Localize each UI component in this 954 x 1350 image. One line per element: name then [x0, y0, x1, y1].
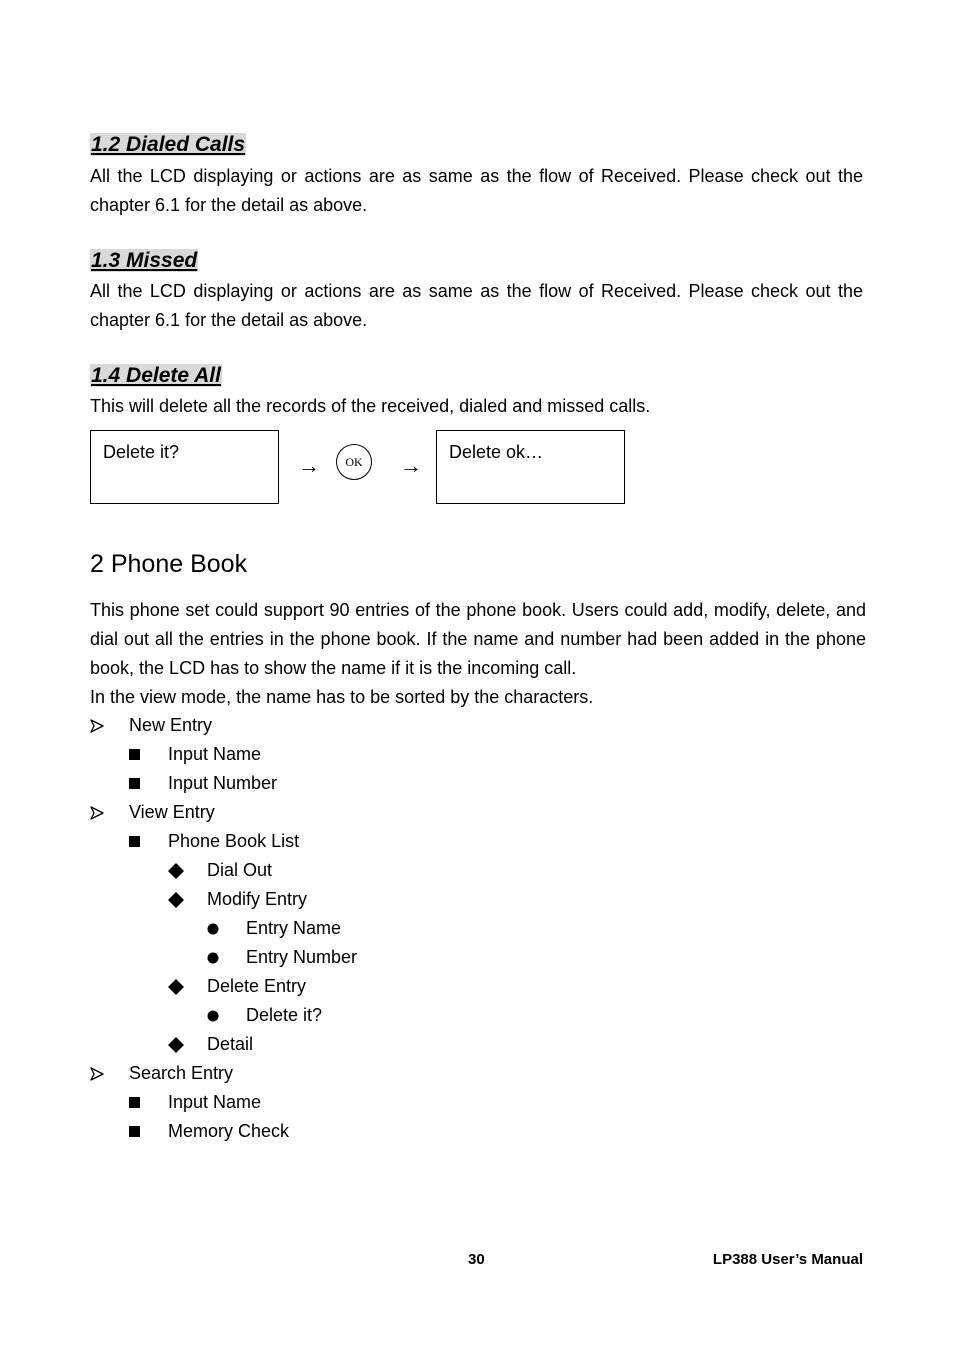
ok-key-label: OK — [345, 454, 363, 469]
chapter-title-phone-book: 2 Phone Book — [90, 550, 248, 578]
list-item — [90, 943, 357, 972]
right-arrow-icon: → — [298, 453, 320, 478]
list-item-label: Input Name — [168, 1092, 262, 1112]
section-heading-dialed-calls — [90, 132, 246, 158]
list-item — [90, 769, 357, 798]
list-item-label: Memory Check — [168, 1121, 290, 1141]
list-item-label: Dial Out — [207, 860, 273, 880]
manual-title: LP388 User’s Manual — [712, 1251, 863, 1268]
square-bullet-icon — [129, 836, 168, 847]
diamond-bullet-icon — [168, 863, 207, 879]
lcd-screen-delete-prompt: Delete it? — [90, 430, 279, 504]
lcd-screen-delete-ok: Delete ok… — [436, 430, 625, 504]
diamond-bullet-icon — [168, 979, 207, 995]
right-arrow-icon: → — [400, 453, 422, 478]
list-item — [90, 885, 357, 914]
ok-key-icon — [336, 444, 372, 480]
list-item — [90, 914, 357, 943]
list-item-label: View Entry — [129, 802, 215, 822]
square-bullet-icon — [129, 749, 168, 760]
list-item — [90, 1088, 357, 1117]
dot-bullet-icon — [207, 1010, 246, 1022]
list-item-label: Delete Entry — [207, 976, 307, 996]
section-heading-delete-all — [90, 363, 222, 389]
dot-bullet-icon — [207, 923, 246, 935]
list-item-label: Input Number — [168, 773, 278, 793]
section-heading-missed — [90, 248, 198, 274]
list-item-label: Entry Name — [246, 918, 342, 938]
list-item — [90, 711, 357, 740]
dialed-calls-paragraph: All the LCD displaying or actions are as same as the flow of Received. Please check out the chapter 6.1 for the detail as above. — [90, 166, 863, 215]
page-number: 30 — [468, 1251, 485, 1268]
list-item — [90, 856, 357, 885]
list-item-label: Search Entry — [129, 1063, 234, 1083]
arrowhead-bullet-icon — [90, 719, 129, 733]
square-bullet-icon — [129, 1097, 168, 1108]
list-item — [90, 827, 357, 856]
square-bullet-icon — [129, 1126, 168, 1137]
diamond-bullet-icon — [168, 1037, 207, 1053]
list-item-label: Delete it? — [246, 1005, 323, 1025]
list-item-label: Detail — [207, 1034, 254, 1054]
arrowhead-bullet-icon — [90, 1067, 129, 1081]
list-item — [90, 740, 357, 769]
heading-text: 1.2 Dialed Calls — [91, 133, 246, 156]
list-item — [90, 1117, 357, 1146]
dot-bullet-icon — [207, 952, 246, 964]
list-item — [90, 1001, 357, 1030]
list-item-label: Modify Entry — [207, 889, 308, 909]
list-item-label: New Entry — [129, 715, 213, 735]
phone-book-paragraph: This phone set could support 90 entries of the phone book. Users could add, modify, delete, and dial out all the entries in the phone book. If the name and number had been added in the phone book, the LCD has to show the name if it is the incoming call. — [90, 600, 866, 678]
diamond-bullet-icon — [168, 892, 207, 908]
list-item — [90, 798, 357, 827]
square-bullet-icon — [129, 778, 168, 789]
list-item-label: Input Name — [168, 744, 262, 764]
delete-all-paragraph: This will delete all the records of the received, dialed and missed calls. — [90, 396, 651, 416]
heading-text: 1.3 Missed — [91, 249, 198, 272]
view-mode-paragraph: In the view mode, the name has to be sorted by the characters. — [90, 687, 594, 707]
arrowhead-bullet-icon — [90, 806, 129, 820]
list-item — [90, 1059, 357, 1088]
list-item-label: Phone Book List — [168, 831, 300, 851]
heading-text: 1.4 Delete All — [91, 364, 221, 387]
list-item — [90, 972, 357, 1001]
list-item-label: Entry Number — [246, 947, 358, 967]
list-item — [90, 1030, 357, 1059]
missed-paragraph: All the LCD displaying or actions are as same as the flow of Received. Please check out the chapter 6.1 for the detail as above. — [90, 281, 863, 330]
phone-book-menu-tree — [90, 711, 357, 1146]
